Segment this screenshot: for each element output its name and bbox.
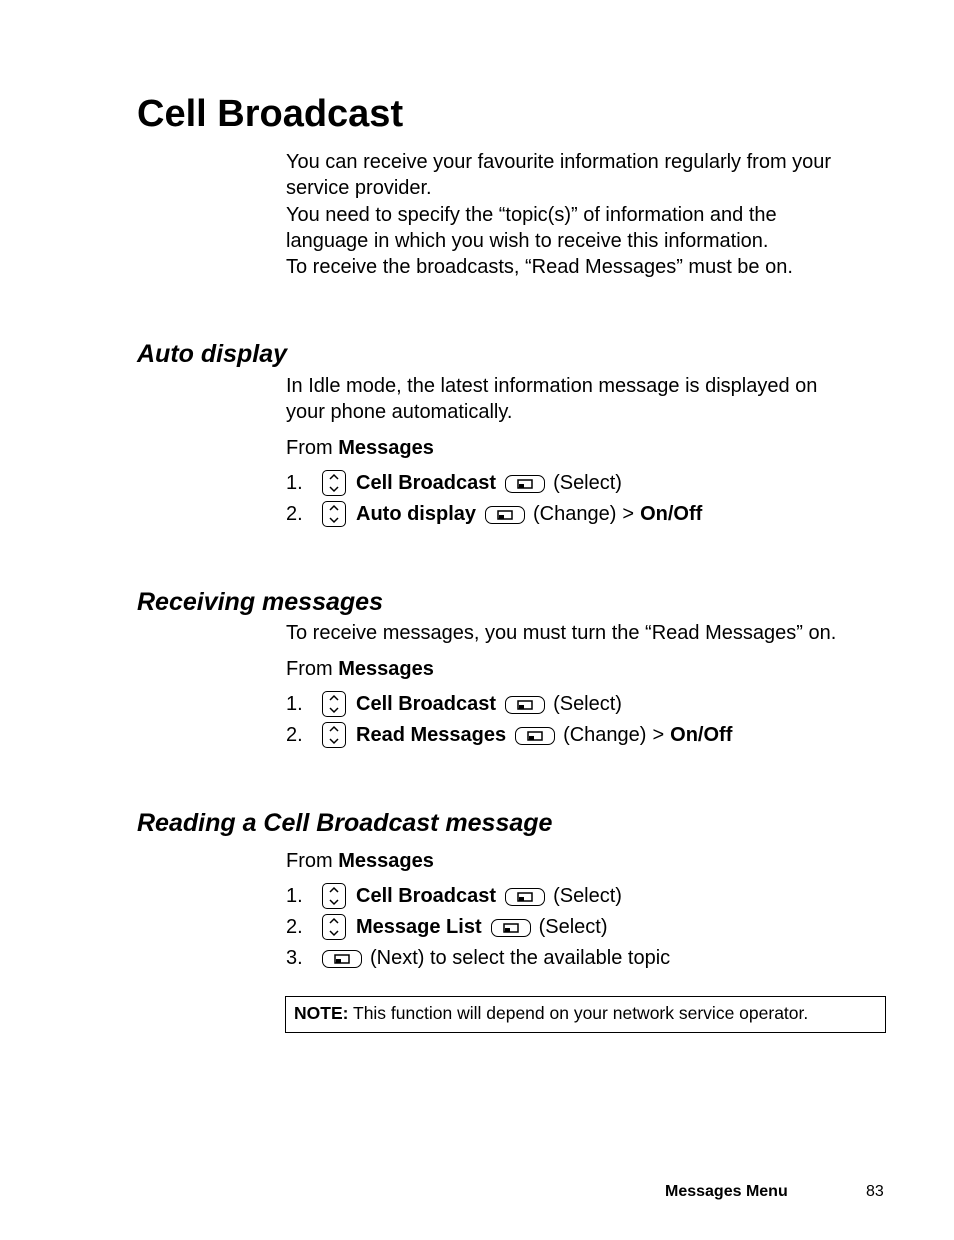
step-number: 1.	[286, 884, 303, 907]
up-down-navigation-key-icon	[322, 883, 346, 909]
receiving-messages-step-1	[286, 690, 622, 718]
step-number: 3.	[286, 946, 303, 969]
from-prefix: From	[286, 658, 333, 680]
soft-key-icon	[491, 919, 531, 937]
reading-message-step-1	[286, 882, 622, 910]
intro-line: To receive the broadcasts, “Read Messages” must be on.	[286, 256, 793, 279]
from-prefix: From	[286, 437, 333, 459]
up-down-navigation-key-icon	[322, 501, 346, 527]
step-number: 2.	[286, 915, 303, 938]
soft-key-icon	[505, 475, 545, 493]
receiving-messages-from-line	[286, 656, 434, 682]
soft-key-icon	[505, 696, 545, 714]
intro-line: You can receive your favourite information regularly from your	[286, 151, 832, 173]
reading-message-step-2	[286, 913, 608, 941]
action-text: (Change)	[533, 502, 617, 525]
action-text: (Select)	[553, 692, 622, 715]
menu-item-label: Cell Broadcast	[356, 471, 497, 494]
note-text: This function will depend on your network service operator.	[353, 1003, 809, 1023]
up-down-navigation-key-icon	[322, 722, 346, 748]
auto-display-from-line	[286, 435, 434, 461]
note-box	[285, 996, 886, 1033]
intro-line: service provider.	[286, 177, 432, 200]
from-menu: Messages	[338, 850, 434, 872]
up-down-navigation-key-icon	[322, 470, 346, 496]
intro-line: language in which you wish to receive this information.	[286, 229, 769, 252]
action-text: (Select)	[538, 915, 608, 938]
reading-message-from-line	[286, 848, 434, 874]
note-label: NOTE:	[294, 1003, 349, 1023]
page-title: Cell Broadcast	[137, 93, 404, 135]
step-number: 2.	[286, 723, 303, 746]
auto-display-heading: Auto display	[137, 340, 288, 368]
menu-item-label: Auto display	[356, 502, 477, 525]
soft-key-icon	[485, 506, 525, 524]
separator: >	[652, 723, 665, 746]
action-text: (Change)	[563, 723, 647, 746]
auto-display-step-1	[286, 469, 622, 497]
intro-text	[286, 149, 896, 280]
menu-item-label: Read Messages	[356, 723, 507, 746]
action-text: (Select)	[553, 471, 622, 494]
receiving-messages-description: To receive messages, you must turn the “Read Messages” on.	[286, 622, 837, 644]
separator: >	[622, 502, 635, 525]
up-down-navigation-key-icon	[322, 914, 346, 940]
from-prefix: From	[286, 850, 333, 872]
reading-message-heading: Reading a Cell Broadcast message	[137, 809, 553, 837]
receiving-messages-step-2	[286, 721, 732, 749]
description-line: your phone automatically.	[286, 401, 513, 424]
description-line: In Idle mode, the latest information message is displayed on	[286, 375, 818, 397]
menu-item-label: Message List	[356, 915, 482, 938]
footer-section-title: Messages Menu	[665, 1183, 788, 1200]
auto-display-description	[286, 373, 896, 426]
step-number: 1.	[286, 471, 303, 494]
option-label: On/Off	[670, 723, 733, 746]
soft-key-icon	[322, 950, 362, 968]
auto-display-step-2	[286, 500, 702, 528]
soft-key-icon	[505, 888, 545, 906]
menu-item-label: Cell Broadcast	[356, 884, 497, 907]
receiving-messages-heading: Receiving messages	[137, 588, 383, 616]
intro-line: You need to specify the “topic(s)” of information and the	[286, 203, 777, 226]
up-down-navigation-key-icon	[322, 691, 346, 717]
soft-key-icon	[515, 727, 555, 745]
step-number: 1.	[286, 692, 303, 715]
action-text: (Next) to select the available topic	[370, 946, 671, 969]
step-number: 2.	[286, 502, 303, 525]
menu-item-label: Cell Broadcast	[356, 692, 497, 715]
page-number: 83	[866, 1183, 884, 1200]
action-text: (Select)	[553, 884, 622, 907]
from-menu: Messages	[338, 437, 434, 459]
from-menu: Messages	[338, 658, 434, 680]
reading-message-step-3	[286, 944, 670, 972]
option-label: On/Off	[640, 502, 703, 525]
